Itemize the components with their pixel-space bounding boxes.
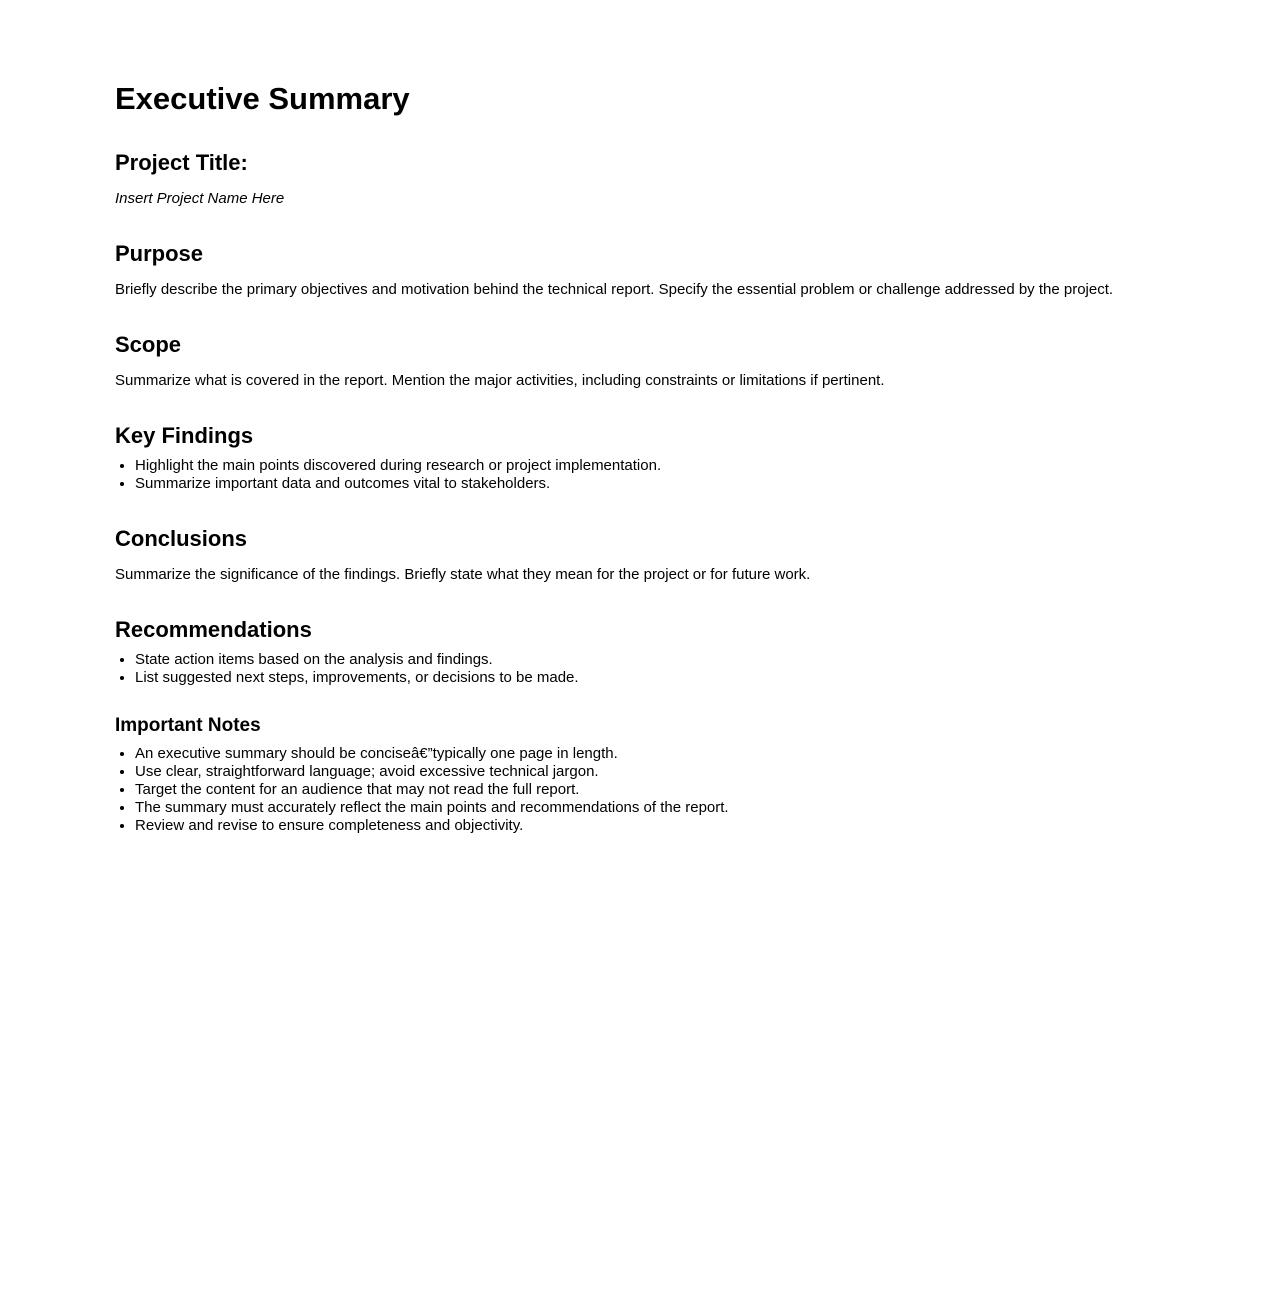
scope-heading: Scope — [115, 332, 182, 357]
recommendations-heading: Recommendations — [115, 617, 312, 642]
list-item: • List suggested next steps, improvements, or decisions to be made. — [135, 669, 1125, 687]
project-name-placeholder: Insert Project Name Here — [115, 190, 285, 207]
purpose-text: Briefly describe the primary objectives and motivation behind the technical report. Specify the essential problem or challenge addressed by the project. — [115, 281, 1114, 298]
important-notes-heading: Important Notes — [115, 715, 261, 736]
conclusions-heading: Conclusions — [115, 526, 248, 551]
page-title: Executive Summary — [115, 81, 410, 116]
list-item: • An executive summary should be conciseâ€”typically one page in length. — [135, 745, 1125, 763]
section-purpose — [115, 241, 1125, 299]
list-item: • Use clear, straightforward language; avoid excessive technical jargon. — [135, 763, 1125, 781]
list-item: • The summary must accurately reflect the main points and recommendations of the report. — [135, 799, 1125, 817]
key-findings-list — [115, 457, 1125, 493]
purpose-heading: Purpose — [115, 241, 204, 266]
document-content — [115, 81, 1125, 835]
section-scope — [115, 332, 1125, 390]
important-notes-list — [115, 745, 1125, 835]
scope-text: Summarize what is covered in the report. Mention the major activities, including constraints or limitations if pertinent. — [115, 372, 885, 389]
section-important-notes — [115, 715, 1125, 835]
section-conclusions — [115, 526, 1125, 584]
list-item: • State action items based on the analysis and findings. — [135, 651, 1125, 669]
key-findings-heading: Key Findings — [115, 423, 254, 448]
section-recommendations — [115, 617, 1125, 687]
list-item: • Highlight the main points discovered during research or project implementation. — [135, 457, 1125, 475]
list-item: • Review and revise to ensure completeness and objectivity. — [135, 817, 1125, 835]
recommendations-list — [115, 651, 1125, 687]
list-item: • Target the content for an audience that may not read the full report. — [135, 781, 1125, 799]
conclusions-text: Summarize the significance of the findings. Briefly state what they mean for the project or for future work. — [115, 566, 811, 583]
project-title-heading: Project Title: — [115, 150, 248, 175]
section-project-title — [115, 150, 1125, 208]
list-item: • Summarize important data and outcomes vital to stakeholders. — [135, 475, 1125, 493]
section-key-findings — [115, 423, 1125, 493]
